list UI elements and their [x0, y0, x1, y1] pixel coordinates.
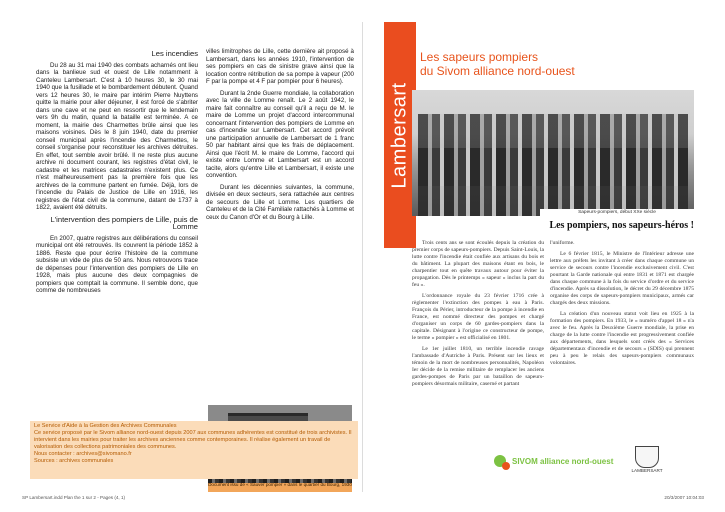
footer-timestamp: 20/3/2007 10:04:03	[664, 495, 704, 500]
paragraph: villes limitrophes de Lille, cette dernière ait proposé à Lambersart, dans les années 1910, l'intervention de ses pompiers en cas de sinistre grave ainsi que la location contre rétribution de sa pompe à vapeur (200 F par la pompe et 4 F par pompier pour 6 heures).	[206, 48, 354, 85]
paragraph: Trois cents ans se sont écoulés depuis la création du premier corps de sapeurs-pompiers. Depuis Saint-Louis, la lutte contre l'incendie était confiée aux artisans du bois et du bâtiment. La plupart des maisons étant en bois, le charpentier tout en quête travaux autour pour éviter la propagation. Dès le printemps « sapeur » inclus la part du feu ».	[412, 240, 544, 288]
lambersart-logo-text: LAMBERSART	[631, 468, 663, 473]
infobox-text: Ce service proposé par le Sivom alliance nord-ouest depuis 2007 aux communes adhérentes est constitué de trois archivistes. Il intervient dans les mairies pour traiter les archives anciennes comme contemporaines. Il réalise également un travail de valorisation des collections patrimoniales des communes.	[34, 430, 352, 450]
lambersart-shield-icon	[635, 446, 659, 468]
historic-photo-firefighters	[412, 90, 694, 216]
section-title-intervention: L'intervention des pompiers de Lille, puis de Lomme	[50, 214, 198, 231]
headline-line-2: du Sivom alliance nord-ouest	[420, 64, 575, 78]
left-column-2	[206, 48, 354, 225]
lambersart-logo	[626, 446, 668, 480]
article-title: Les pompiers, nos sapeurs-héros !	[549, 220, 694, 231]
paragraph: Le 1er juillet 1810, un terrible incendie ravage l'ambassade d'Autriche à Paris. Présent sur les lieux et témoin de la mort de nombreuses personnalités, Napoléon Ier décide de la remise militaire de remplacer les anciens gardes-pompes de Paris par un bataillon de sapeurs-pompiers désormais militaire, caserné et partant	[412, 346, 544, 387]
photo-caption-right: Sapeurs-pompiers, début XXe siècle	[540, 209, 694, 216]
photo-row-back	[418, 114, 688, 152]
infobox-sources: Sources : archives communales	[34, 458, 114, 464]
paragraph: Le 6 février 1815, le Ministre de l'Intérieur adresse une lettre aux préfets les invitant à créer dans chaque commune un service de secours contre l'incendie exclusivement civil. C'est pourtant la Garde nationale qui entre 1831 et 1871 est chargée dans chaque commune à la fois du service d'ordre et du service d'incendie. Après sa dissolution, le décret du 29 décembre 1875 organise des corps de sapeurs-pompiers municipaux, armés car chargés des deux missions.	[550, 251, 694, 306]
footer-file-info: SP Lambersart.indd Plan the 1 sur 2 - Pages (4, 1)	[22, 495, 126, 500]
headline	[420, 50, 700, 78]
left-column-1	[36, 48, 198, 299]
paragraph: Du 28 au 31 mai 1940 des combats acharnés ont lieu dans la banlieue sud et ouest de Lille notamment à Canteleu Lambersart. C'est à 10 heures 30, le 30 mai 1940 que la fusillade et le bombardement débutent. Quand vers 12 heures 30, le maire par intérim Pierre Nuyttens quitte la mairie pour aller déjeuner, il est forcé de s'abriter dans une cave et ne peut en ressortir que le lendemain vers 9h du matin, quand la bataille est terminée. A ce moment, la mairie des Charmettes brûle ainsi que les maisons voisines. Dès le 8 juin 1940, date du premier conseil municipal après l'incendie des Charmettes, le conseil s'organise pour reconstituer les archives détruites. En effet, tout semble avoir brûlé. Il ne reste plus aucune archive ni document courant, les registres d'état civil, le cadastre et les matrices cadastrales n'existent plus. Ce n'est malheureusement pas la première fois que les archives de la commune partent en fumée. Déjà, lors de l'incendie du Palais de Justice de Lille en 1916, les registres de l'état civil de la commune, datant de 1737 à 1822, avaient été détruits.	[36, 61, 198, 211]
right-column-2	[550, 240, 694, 371]
paragraph: l'uniforme.	[550, 240, 575, 246]
archives-info-box	[30, 421, 358, 479]
paragraph: Durant la 2nde Guerre mondiale, la collaboration avec la ville de Lomme renaît. Le 2 août 1942, le maire fait connaître au conseil qu'il a reçu de M. le maire de Lomme un projet d'accord intercommunal concernant l'intervention des pompiers de Lomme en cas d'incendie sur Lambersart. Cet accord prévoit une participation annuelle de Lambersart de 1 franc 50 par habitant ainsi que les frais de déplacement. Ainsi que l'écrit M. le maire de Lomme, l'accord qui existe entre Lomme et Lambersart est un accord tacite, alors qu'entre Lille et Lambersart, il existe une convention.	[206, 89, 354, 179]
photo-caption-left: Document issu de « Sauver pompier » dans le quartier du Bourg, 1930	[208, 483, 352, 492]
sivom-logo-mark	[492, 452, 614, 480]
infobox-contact: Nous contacter : archives@sivomano.fr	[34, 451, 132, 457]
section-title-incendies: Les incendies	[151, 49, 198, 58]
right-column-1	[412, 240, 544, 392]
sivom-logo	[492, 452, 614, 480]
paragraph: La création d'un nouveau statut voit lieu en 1925 à la formation des pompiers. En 1933, le « numéro d'appel 18 » n'a avec le feu. Après la Deuxième Guerre mondiale, la prise en charge de la lutte contre l'incendie est progressivement confiée aux départements, dans lesquels sont créés des « Services départementaux d'incendie et de secours » (SDIS) qui prennent peu à peu le relais des sapeurs-pompiers communaux volontaires.	[550, 311, 694, 366]
headline-line-1: Les sapeurs pompiers	[420, 50, 539, 64]
paragraph: L'ordonnance royale du 23 février 1716 crée à règlementer l'extinction des pompes à eau à Paris. François du Périer, introducteur de la pompe à incendie en France, est nommé directeur des pompes et chargé d'organiser un corps de 60 gardes-pompiers dans la capitale. Désignant à l'origine ce constructeur de pompe, le terme « pompier » est officialisé en 1801.	[412, 293, 544, 341]
sivom-logo-text: SIVOM alliance nord-ouest	[512, 457, 614, 466]
paragraph: Durant les décennies suivantes, la commune, divisée en deux secteurs, sera rattachée aux centres de secours de Lille et Lomme. Les quartiers de Canteleu et de la Cité Familiale rattachés à Lomme et ceux du Canon d'Or et du Bourg à Lille.	[206, 183, 354, 221]
paragraph: En 2007, quatre registres aux délibérations du conseil municipal ont été retrouvés. Ils couvrent la période 1852 à 1886. Reste que pour écrire l'histoire de la commune subsiste un vide de plus de 50 ans. Nous retrouvons trace de dépenses pour l'intervention des pompiers de Lille en 1928, mais plus aucune des deux compagnies de pompiers que comptait la commune. Il semble donc, que comme de nombreuses	[36, 234, 198, 294]
vertical-label-lambersart: Lambersart	[388, 81, 411, 189]
infobox-title: Le Service d'Aide à la Gestion des Archives Communales	[34, 423, 177, 429]
photo-row-middle	[418, 148, 688, 186]
